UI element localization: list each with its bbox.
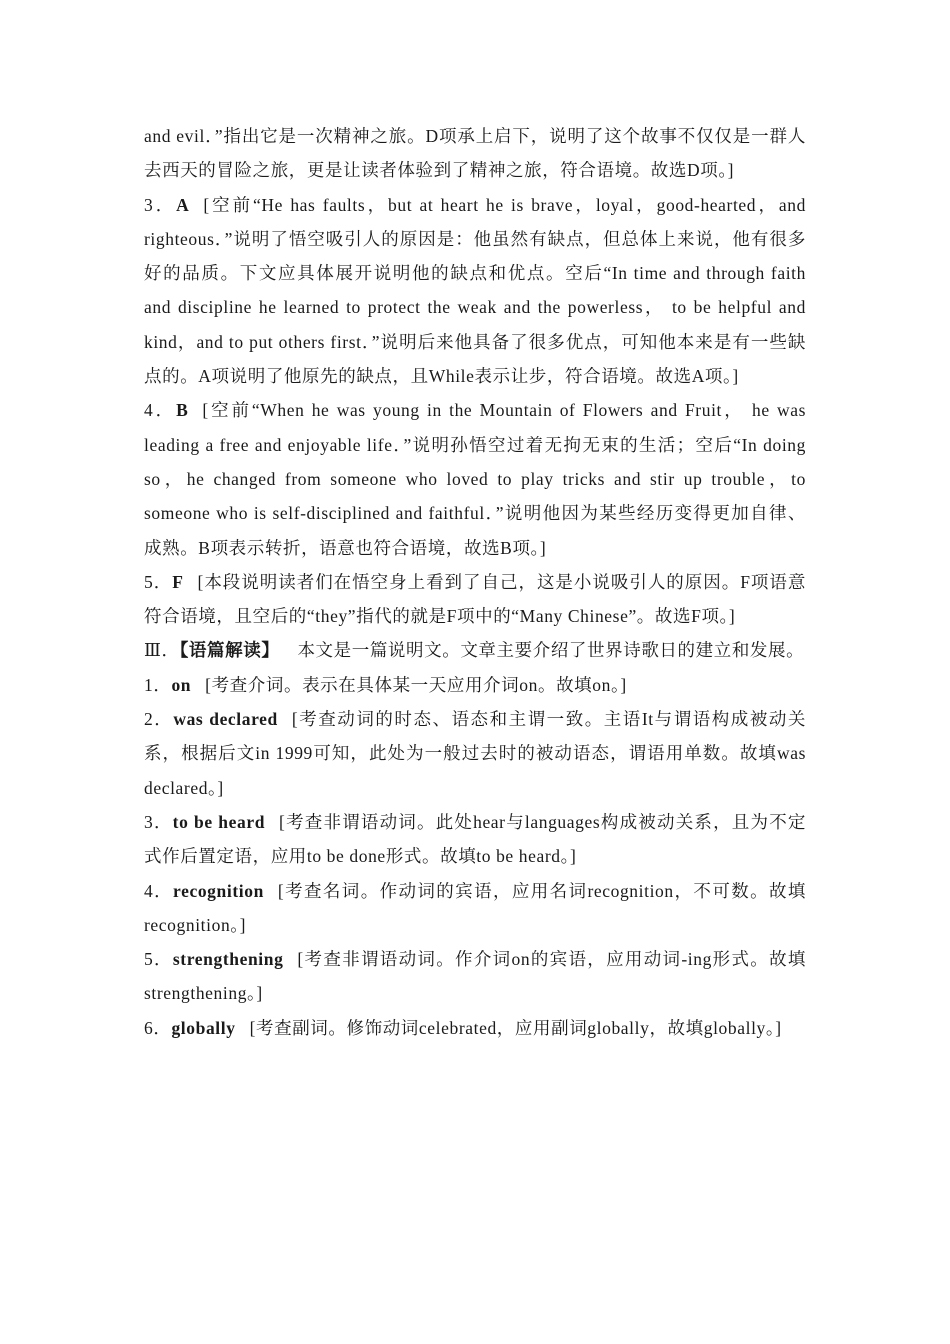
item-number: 3． bbox=[144, 811, 173, 832]
answer-paragraph bbox=[144, 119, 806, 188]
answer-key: B bbox=[176, 400, 189, 421]
paragraph-text: [考查介词。表示在具体某一天应用介词on。故填on。] bbox=[205, 674, 627, 695]
answer-key: to be heard bbox=[172, 811, 266, 832]
section-number: Ⅲ． bbox=[144, 640, 180, 661]
answer-paragraph bbox=[144, 702, 806, 805]
paragraph-text: [考查名词。作动词的宾语，应用名词recognition，不可数。故填recognition。] bbox=[144, 880, 806, 935]
item-number: 4． bbox=[144, 400, 177, 421]
section-paragraph bbox=[144, 633, 806, 667]
item-number: 4． bbox=[144, 880, 174, 901]
paragraph-text: [本段说明读者们在悟空身上看到了自己，这是小说吸引人的原因。F项语意符合语境，且空后的“they”指代的就是F项中的“Many Chinese”。故选F项。] bbox=[144, 571, 806, 627]
paragraph-text: [空前“When he was young in the Mountain of Flowers and Fruit， he was leading a free and enjoyable life．”说明孙悟空过着无拘无束的生活；空后“In doing so，he changed from someone who loved to play tricks and stir up trouble，to someone who is self-disciplined and faithful．”说明他因为某些经历变得更加自律、成熟。B项表示转折，语意也符合语境，故选B项。] bbox=[144, 400, 806, 558]
answer-paragraph bbox=[144, 565, 806, 634]
answer-paragraph bbox=[144, 805, 806, 874]
answer-page bbox=[144, 119, 806, 1045]
answer-paragraph bbox=[144, 874, 806, 943]
item-number: 3． bbox=[144, 194, 177, 215]
answer-paragraph bbox=[144, 942, 806, 1011]
paragraph-text: [空前“He has faults，but at heart he is brave，loyal，good-hearted，and righteous．”说明了悟空吸引人的原因是：他虽然有缺点，但总体上来说，他有很多好的品质。下文应具体展开说明他的缺点和优点。空后“In time and through faith and discipline he learned to protect the weak and the powerless， to be helpful and kind，and to put others first．”说明后来他具备了很多优点，可知他本来是有一些缺点的。A项说明了他原先的缺点，且While表示让步，符合语境。故选A项。] bbox=[144, 194, 806, 387]
answer-paragraph bbox=[144, 668, 806, 702]
item-number: 5． bbox=[144, 949, 173, 970]
answer-paragraph bbox=[144, 188, 806, 394]
answer-key: was declared bbox=[173, 709, 278, 730]
item-number: 6． bbox=[144, 1017, 172, 1038]
answer-key: strengthening bbox=[172, 949, 284, 970]
item-number: 1． bbox=[144, 674, 172, 695]
answer-key: on bbox=[171, 674, 192, 695]
paragraph-text: [考查动词的时态、语态和主谓一致。主语It与谓语构成被动关系，根据后文in 1999可知，此处为一般过去时的被动语态，谓语用单数。故填was declared。] bbox=[144, 709, 807, 798]
answer-key: F bbox=[172, 571, 184, 592]
item-number: 5． bbox=[144, 571, 173, 592]
answer-key: A bbox=[176, 194, 190, 215]
paragraph-text: 本文是一篇说明文。文章主要介绍了世界诗歌日的建立和发展。 bbox=[297, 640, 805, 661]
section-heading: 【语篇解读】 bbox=[179, 640, 280, 661]
paragraph-text: and evil．”指出它是一次精神之旅。D项承上启下，说明了这个故事不仅仅是一群人去西天的冒险之旅，更是让读者体验到了精神之旅，符合语境。故选D项。] bbox=[144, 126, 806, 181]
paragraph-text: [考查非谓语动词。此处hear与languages构成被动关系，且为不定式作后置定语，应用to be done形式。故填to be heard。] bbox=[144, 811, 806, 867]
answer-key: recognition bbox=[173, 880, 264, 901]
paragraph-text: [考查副词。修饰动词celebrated，应用副词globally，故填globally。] bbox=[249, 1017, 782, 1038]
paragraph-text: [考查非谓语动词。作介词on的宾语，应用动词-ing形式。故填strengthening。] bbox=[144, 949, 806, 1004]
answer-paragraph bbox=[144, 1011, 806, 1045]
answer-paragraph bbox=[144, 393, 806, 564]
item-number: 2． bbox=[144, 709, 174, 730]
answer-key: globally bbox=[171, 1017, 236, 1038]
